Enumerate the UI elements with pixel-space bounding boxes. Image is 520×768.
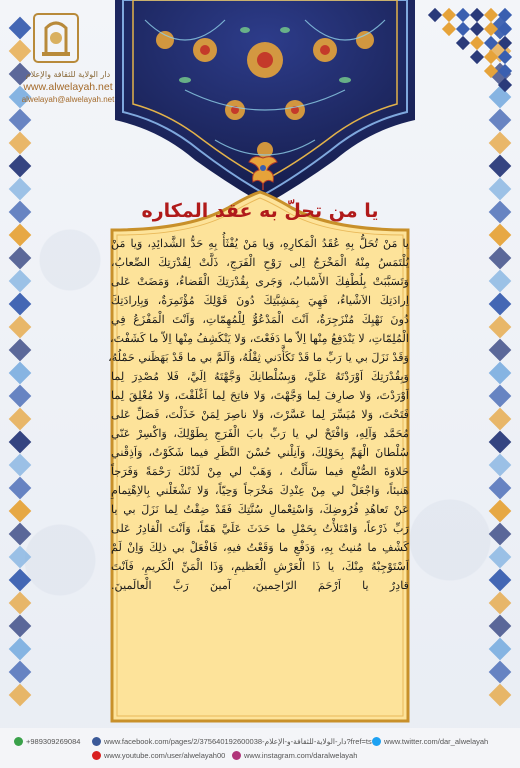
right-border-mosaic (486, 20, 514, 720)
corner-tile (442, 22, 456, 36)
border-tile (489, 592, 512, 615)
border-tile (9, 523, 32, 546)
border-tile (489, 477, 512, 500)
border-tile (9, 155, 32, 178)
corner-tile (470, 36, 484, 50)
footer-instagram[interactable] (232, 751, 357, 760)
border-tile (9, 293, 32, 316)
publisher-email[interactable]: alwelayah@alwelayah.net (21, 95, 115, 104)
publisher-logo (26, 8, 86, 68)
corner-tile (484, 8, 498, 22)
border-tile (9, 684, 32, 707)
border-tile (489, 109, 512, 132)
border-tile (489, 132, 512, 155)
border-tile (489, 661, 512, 684)
border-tile (9, 408, 32, 431)
border-tile (489, 500, 512, 523)
corner-tile (484, 22, 498, 36)
supplication-line: دُونَ نَهْيِكَ مُنْزَجِرَةٌ، اَنْتَ الْمَدْعُوُّ لِلْمُهِمّاتِ، وَاَنْتَ الْمَفْزَعُ فِي (111, 313, 409, 326)
border-tile (489, 638, 512, 661)
footer-twitter[interactable] (372, 737, 488, 746)
border-tile (9, 592, 32, 615)
supplication-text (108, 234, 409, 595)
corner-tile (484, 50, 498, 64)
corner-tile (498, 64, 512, 78)
corner-tile (470, 50, 484, 64)
border-tile (489, 224, 512, 247)
youtube-link: www.youtube.com/user/alwelayah00 (104, 751, 226, 760)
supplication-line: سُلْطانَ الْهَمِّ بِحَوْلِكَ، وَاَنِلْني حُسْنَ النَّظَرِ فيما شَكَوْتُ، وَاَذِقْني (111, 446, 409, 459)
border-tile (489, 523, 512, 546)
twitter-icon (372, 737, 381, 746)
border-tile (9, 385, 32, 408)
corner-tile (498, 8, 512, 22)
supplication-line: اَسْتَوْجِبْهُ مِنْكَ، يا ذَا الْعَرْشِ الْعَظيمِ، وَذَا الْمَنِّ الْكَريمِ، فَاَنْتَ (111, 560, 409, 573)
border-tile (9, 661, 32, 684)
supplication-line: الْمُلِمّاتِ، لا يَنْدَفِعُ مِنْها اِلاّ ما دَفَعْتَ، وَلا يَنْكَشِفُ مِنْها اِلاّ ما كَشَفْتَ، (110, 332, 409, 345)
supplication-line: مُحَمَّد وَآلِهِ، وَافْتَحْ لي يا رَبِّ بابَ الْفَرَجِ بِطَوْلِكَ، وَاكْسِرْ عَنّي (111, 427, 409, 440)
border-tile (9, 431, 32, 454)
supplication-line: قادِرٌ يا اَرْحَمَ الرّاحِمينَ، آمينَ رَبَّ الْعالَمينَ. (111, 579, 409, 592)
corner-tile (456, 8, 470, 22)
border-tile (489, 684, 512, 707)
border-tile (9, 569, 32, 592)
corner-tile (498, 36, 512, 50)
supplication-line: هَنيئاً، وَاجْعَلْ لي مِنْ عِنْدِكَ مَخْرَجاً وَحِيّاً، وَلا تَشْغَلْني بِالاِهْتِمامِ (111, 484, 409, 497)
corner-tile (484, 64, 498, 78)
border-tile (9, 339, 32, 362)
border-tile (489, 362, 512, 385)
border-tile (489, 155, 512, 178)
border-tile (9, 132, 32, 155)
footer-facebook[interactable] (92, 737, 372, 746)
supplication-line: وَبِقُدْرَتِكَ اَوْرَدْتَهُ عَلَيَّ، وَبِسُلْطانِكَ وَجَّهْتَهُ اِلَيَّ، فَلا مُصْدِرَ لِما (111, 370, 409, 383)
supplication-line: يُلْتَمَسُ مِنْهُ الْمَخْرَجُ اِلى رَوْحِ الْفَرَجِ، ذَلَّتْ لِقُدْرَتِكَ الصِّعابُ، (111, 256, 409, 269)
supplication-line: حَلاوَةَ الصُّنْعِ فيما سَأَلْتُ ، وَهَبْ لي مِنْ لَدُنْكَ رَحْمَةً وَفَرَجاً (111, 465, 409, 478)
left-border-mosaic (6, 20, 34, 720)
border-tile (489, 615, 512, 638)
publisher-name: دار الولاية للثقافة والإعلام (25, 70, 111, 79)
corner-tile (498, 50, 512, 64)
supplication-line: عَنْ تَعاهُدِ فُرُوضِكَ، وَاسْتِعْمالِ سُنَّتِكَ فَقَدْ ضِقْتُ لِما نَزَلَ بي يا (111, 503, 409, 516)
youtube-icon (92, 751, 101, 760)
supplication-line: كَشْفِ ما مُنيتُ بِهِ، وَدَفْعِ ما وَقَعْتُ فيهِ، فَافْعَلْ بي ذلِكَ وَاِنْ لَمْ (111, 541, 409, 554)
footer-phone[interactable] (14, 737, 80, 746)
border-tile (9, 247, 32, 270)
bird-ornament-icon (245, 152, 281, 192)
corner-tile (470, 22, 484, 36)
phone-icon (14, 737, 23, 746)
publisher-info (8, 70, 128, 104)
footer-youtube[interactable] (92, 751, 225, 760)
twitter-link: www.twitter.com/dar_alwelayah (384, 737, 489, 746)
border-tile (489, 339, 512, 362)
border-tile (9, 224, 32, 247)
border-tile (489, 247, 512, 270)
border-tile (489, 201, 512, 224)
facebook-link: www.facebook.com/pages/2/375640192600038-دار-الولاية-للثقافة-و-الإعلام?fref=ts (104, 737, 372, 746)
supplication-line: يا مَنْ تُحَلُّ بِهِ عُقَدُ الْمَكارِهِ، وَيا مَنْ يُفْثَأُ بِهِ حَدُّ الشَّدائِدِ، وَيا مَنْ (111, 237, 409, 250)
border-tile (9, 615, 32, 638)
border-tile (489, 270, 512, 293)
corner-tile (498, 78, 512, 92)
corner-tile (484, 36, 498, 50)
border-tile (9, 178, 32, 201)
corner-tile (498, 22, 512, 36)
corner-tile (456, 36, 470, 50)
supplication-line: اِرادَتِكَ الاَشْياءُ، فَهِيَ بِمَشِيَّتِكَ دُونَ قَوْلِكَ مُؤْتَمِرَةٌ، وَبِاِرادَتِكَ (111, 294, 409, 307)
corner-tile (428, 8, 442, 22)
publisher-website[interactable]: www.alwelayah.net (23, 81, 113, 93)
instagram-link: www.instagram.com/daralwelayah (244, 751, 358, 760)
border-tile (9, 270, 32, 293)
border-tile (489, 546, 512, 569)
corner-tile (456, 22, 470, 36)
border-tile (489, 293, 512, 316)
footer (0, 728, 520, 768)
border-tile (9, 500, 32, 523)
border-tile (9, 201, 32, 224)
border-tile (489, 385, 512, 408)
border-tile (489, 431, 512, 454)
border-tile (9, 362, 32, 385)
border-tile (489, 454, 512, 477)
corner-tile (470, 8, 484, 22)
corner-mosaic-ornament (420, 10, 510, 100)
supplication-line: وَتَسَبَّبَتْ بِلُطْفِكَ الأَسْبابُ، وَجَرى بِقُدْرَتِكَ الْقَضاءُ، وَمَضَتْ عَلى (111, 275, 409, 288)
border-tile (489, 178, 512, 201)
border-tile (9, 546, 32, 569)
facebook-icon (92, 737, 101, 746)
instagram-icon (232, 751, 241, 760)
border-tile (489, 408, 512, 431)
supplication-line: فَتَحْتَ، وَلا مُيَسِّرَ لِما عَسَّرْتَ، وَلا ناصِرَ لِمَنْ خَذَلْتَ، فَصَلِّ عَلى (111, 408, 409, 421)
supplication-line: وَقَدْ نَزَلَ بي يا رَبِّ ما قَدْ تَكَأَّدَني ثِقْلُهُ، وَاَلَمَّ بي ما قَدْ بَهَظَني حَمْلُهُ، (108, 351, 409, 364)
border-tile (9, 109, 32, 132)
border-tile (9, 316, 32, 339)
phone-number: +989309269084 (26, 737, 81, 746)
border-tile (9, 638, 32, 661)
border-tile (489, 316, 512, 339)
page-title: يا من تحلّ به عقد المكاره (141, 200, 379, 222)
border-tile (489, 569, 512, 592)
supplication-line: رَبِّ ذَرْعاً، وَامْتَلأْتُ بِحَمْلِ ما حَدَثَ عَلَيَّ هَمّاً، وَاَنْتَ الْقادِرُ عَلى (111, 522, 409, 535)
supplication-line: اَوْرَدْتَ، وَلا صارِفَ لِما وَجَّهْتَ، وَلا فاتِحَ لِما اَغْلَقْتَ، وَلا مُغْلِقَ لِما (111, 389, 409, 402)
border-tile (9, 477, 32, 500)
corner-tile (442, 8, 456, 22)
border-tile (9, 454, 32, 477)
